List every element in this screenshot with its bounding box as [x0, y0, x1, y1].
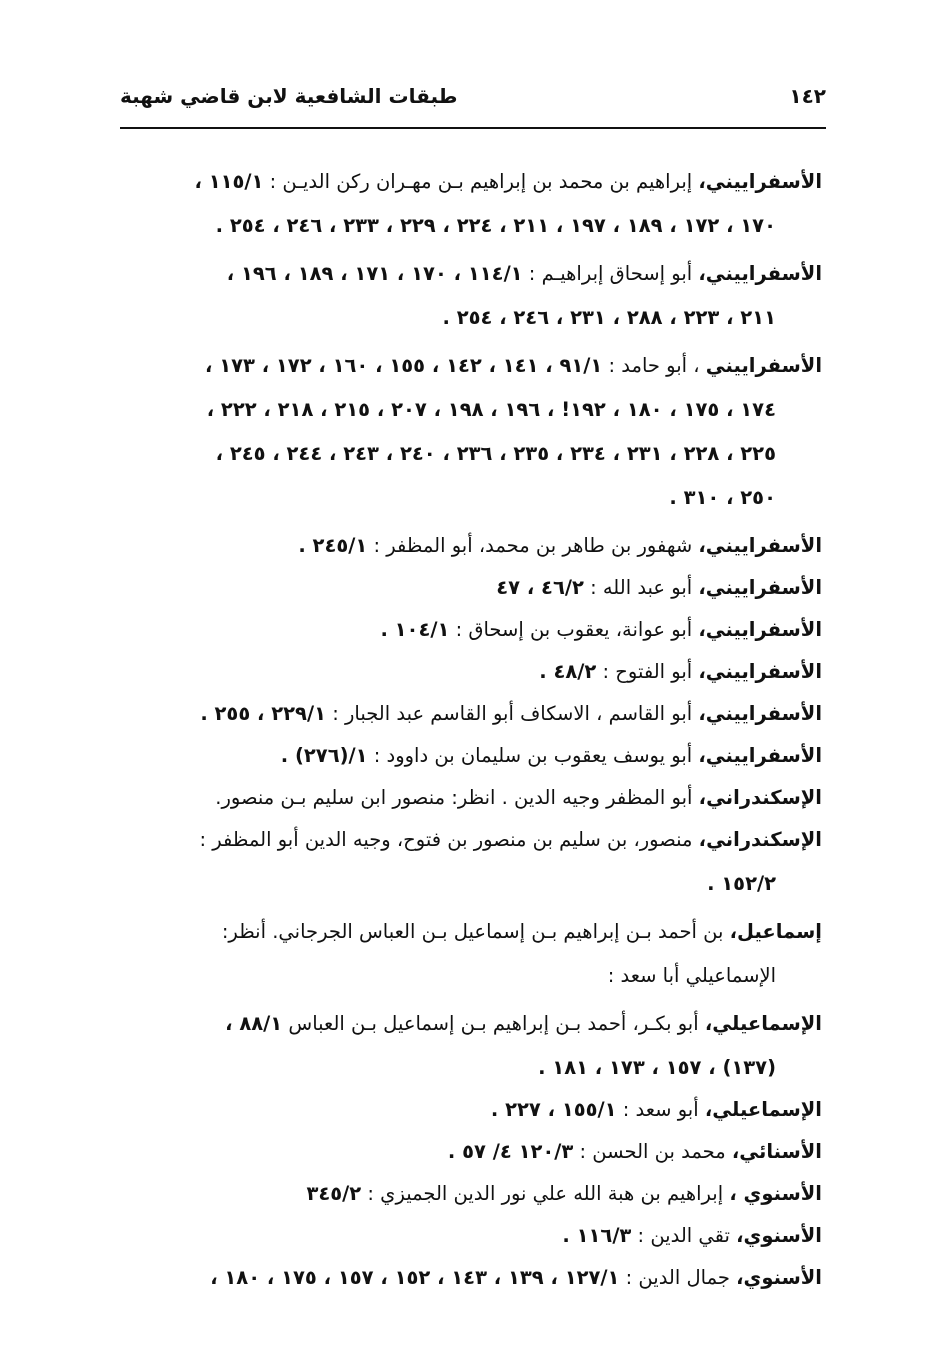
entry-name: الأسنائي، — [731, 1140, 822, 1163]
header-rule — [120, 127, 826, 129]
index-entry — [130, 160, 822, 248]
entry-continuation: ٢١١ ، ٢٢٣ ، ٢٨٨ ، ٢٣١ ، ٢٤٦ ، ٢٥٤ . — [442, 306, 776, 329]
running-title: طبقات الشافعية لابن قاضي شهبة — [120, 84, 458, 108]
entry-name: الأسنوي ، — [729, 1182, 822, 1205]
entry-name: الأسفراييني، — [698, 618, 822, 641]
entry-name: الأسفراييني، — [698, 170, 822, 193]
entry-name: إسماعيل، — [729, 920, 822, 943]
index-entry — [130, 344, 822, 520]
index-entry — [130, 734, 822, 778]
entry-text: شهفور بن طاهر بن محمد، أبو المظفر : — [373, 534, 693, 557]
index-entry — [130, 1214, 822, 1258]
entry-refs: ١٢٧/١ ، ١٣٩ ، ١٤٣ ، ١٥٢ ، ١٥٧ ، ١٧٥ ، ١٨٠ ، — [210, 1266, 620, 1289]
entry-continuation: ١٥٢/٢ . — [707, 872, 776, 895]
entry-name: الأسفراييني، — [698, 576, 822, 599]
index-entry — [130, 650, 822, 694]
index-entry — [130, 692, 822, 736]
entry-text: أبو الفتوح : — [602, 660, 693, 683]
index-entry — [130, 1172, 822, 1216]
index-entry — [130, 1130, 822, 1174]
entry-continuation: الإسماعيلي أبا سعد : — [607, 964, 776, 987]
index-entry — [130, 1002, 822, 1090]
index-entry — [130, 910, 822, 998]
entry-name: الأسنوي، — [736, 1224, 822, 1247]
entry-text: أبو المظفر وجيه الدين . انظر: منصور ابن سليم بـن منصور. — [215, 786, 693, 809]
entry-refs: ٢٢٩/١ ، ٢٥٥ . — [200, 702, 326, 725]
entry-refs: ١١٦/٣ . — [562, 1224, 632, 1247]
entry-text: أبو إسحاق إبراهيـم : — [528, 262, 693, 285]
entry-name: الأسفراييني — [705, 354, 822, 377]
entry-continuation: ٢٥٠ ، ٣١٠ . — [669, 486, 776, 509]
entry-name: الإسكندراني، — [698, 828, 822, 851]
entry-refs: ٨٨/١ ، — [225, 1012, 283, 1035]
entry-refs: ١٥٥/١ ، ٢٢٧ . — [490, 1098, 617, 1121]
entry-name: الإسماعيلي، — [704, 1098, 822, 1121]
entry-continuation: ١٧٤ ، ١٧٥ ، ١٨٠ ، ١٩٢! ، ١٩٦ ، ١٩٨ ، ٢٠٧ ، ٢١٥ ، ٢١٨ ، ٢٢٢ ، — [206, 398, 776, 421]
entry-text: إبراهيم بن محمد بن إبراهيم بـن مهـران ركن الديـن : — [269, 170, 693, 193]
entry-refs: ١١٥/١ ، — [194, 170, 264, 193]
page-number: ١٤٢ — [789, 84, 826, 108]
index-entry — [130, 252, 822, 340]
entry-text: أبو سعد : — [622, 1098, 699, 1121]
entry-name: الأسفراييني، — [698, 262, 822, 285]
entry-name: الأسفراييني، — [698, 534, 822, 557]
index-entry — [130, 818, 822, 906]
entry-refs: ١/(٢٧٦) . — [280, 744, 368, 767]
index-entry — [130, 776, 822, 820]
entry-name: الأسنوي، — [736, 1266, 822, 1289]
entry-text: أبو يوسف يعقوب بن سليمان بن داوود : — [373, 744, 693, 767]
entry-refs: ١١٤/١ ، ١٧٠ ، ١٧١ ، ١٨٩ ، ١٩٦ ، — [226, 262, 523, 285]
entry-text: ، أبو حامد : — [608, 354, 700, 377]
entry-text: بن أحمد بـن إبراهيم بـن إسماعيل بـن العباس الجرجاني. أنظر: — [221, 920, 724, 943]
entry-text: أبو عوانة، يعقوب بن إسحاق : — [455, 618, 693, 641]
entry-text: أبو بكـر، أحمد بـن إبراهيم بـن إسماعيل بـن العباس — [288, 1012, 699, 1035]
index-entry — [130, 1256, 822, 1300]
entry-name: الإسماعيلي، — [704, 1012, 822, 1035]
entry-refs: ١٠٤/١ . — [380, 618, 450, 641]
index-entry — [130, 566, 822, 610]
entry-continuation: ١٧٠ ، ١٧٢ ، ١٨٩ ، ١٩٧ ، ٢١١ ، ٢٢٤ ، ٢٢٩ ، ٢٣٣ ، ٢٤٦ ، ٢٥٤ . — [215, 214, 776, 237]
entry-continuation: (١٣٧) ، ١٥٧ ، ١٧٣ ، ١٨١ . — [538, 1056, 776, 1079]
index-entry — [130, 1088, 822, 1132]
entry-name: الأسفراييني، — [698, 744, 822, 767]
entry-name: الإسكندراني، — [698, 786, 822, 809]
page-header — [120, 84, 826, 124]
entry-text: أبو عبد الله : — [590, 576, 693, 599]
entry-name: الأسفراييني، — [698, 702, 822, 725]
entry-refs: ٩١/١ ، ١٤١ ، ١٤٢ ، ١٥٥ ، ١٦٠ ، ١٧٢ ، ١٧٣ ، — [204, 354, 603, 377]
entry-name: الأسفراييني، — [698, 660, 822, 683]
entry-text: إبراهيم بن هبة الله علي نور الدين الجميزي : — [367, 1182, 724, 1205]
entry-refs: ٢٤٥/١ . — [298, 534, 368, 557]
entry-text: تقي الدين : — [637, 1224, 730, 1247]
entry-text: جمال الدين : — [625, 1266, 730, 1289]
index-entries — [130, 160, 822, 1304]
entry-refs: ١٢٠/٣ ٤/ ٥٧ . — [447, 1140, 574, 1163]
entry-text: منصور، بن سليم بن منصور بن فتوح، وجيه الدين أبو المظفر : — [199, 828, 693, 851]
entry-continuation: ٢٢٥ ، ٢٢٨ ، ٢٣١ ، ٢٣٤ ، ٢٣٥ ، ٢٣٦ ، ٢٤٠ ، ٢٤٣ ، ٢٤٤ ، ٢٤٥ ، — [215, 442, 776, 465]
entry-refs: ٤٨/٢ . — [539, 660, 597, 683]
entry-refs: ٣٤٥/٢ — [306, 1182, 362, 1205]
index-entry — [130, 524, 822, 568]
entry-refs: ٤٦/٢ ، ٤٧ — [496, 576, 584, 599]
entry-text: محمد بن الحسن : — [579, 1140, 726, 1163]
entry-text: أبو القاسم ، الاسكاف أبو القاسم عبد الجبار : — [332, 702, 693, 725]
index-entry — [130, 608, 822, 652]
